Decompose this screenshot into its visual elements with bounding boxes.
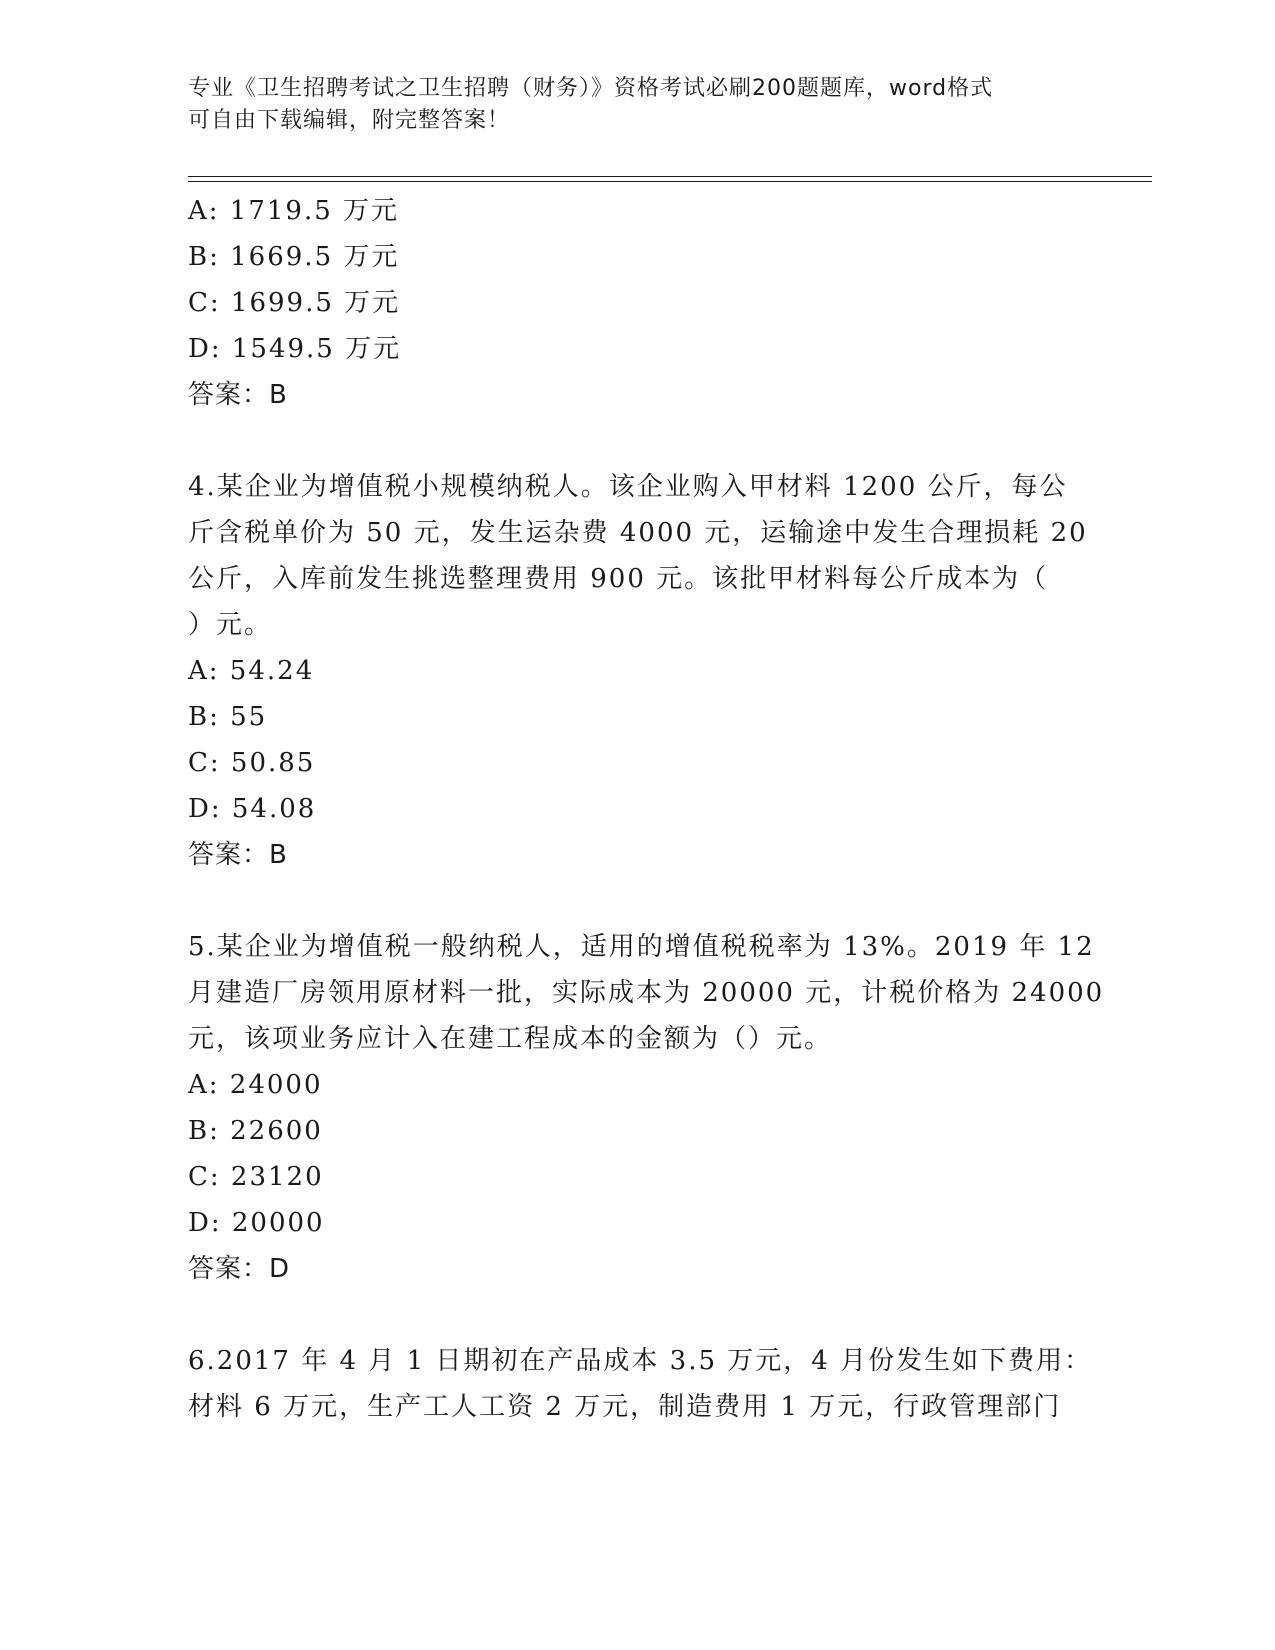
document-header bbox=[188, 73, 1088, 137]
question-3-answer: 答案：B bbox=[188, 380, 288, 410]
stem-line: 月建造厂房领用原材料一批，实际成本为 20000 元，计税价格为 24000 bbox=[188, 978, 1105, 1008]
question-4-answer: 答案：B bbox=[188, 840, 288, 870]
option-b: B: 55 bbox=[188, 702, 268, 732]
option-b: B: 1669.5 万元 bbox=[188, 242, 400, 272]
stem-line: 斤含税单价为 50 元，发生运杂费 4000 元，运输途中发生合理损耗 20 bbox=[188, 518, 1088, 548]
question-3-options bbox=[188, 188, 1108, 372]
option-c: C: 23120 bbox=[188, 1162, 324, 1192]
spacer bbox=[188, 418, 1108, 464]
stem-line: 6.2017 年 4 月 1 日期初在产品成本 3.5 万元，4 月份发生如下费用： bbox=[188, 1346, 1093, 1376]
option-a: A: 1719.5 万元 bbox=[188, 196, 400, 226]
stem-line: 4.某企业为增值税小规模纳税人。该企业购入甲材料 1200 公斤，每公 bbox=[188, 472, 1068, 502]
option-c: C: 50.85 bbox=[188, 748, 316, 778]
spacer bbox=[188, 1292, 1108, 1338]
option-a: A: 54.24 bbox=[188, 656, 315, 686]
spacer bbox=[188, 878, 1108, 924]
question-6-stem bbox=[188, 1338, 1108, 1430]
stem-line: 元，该项业务应计入在建工程成本的金额为（）元。 bbox=[188, 1024, 833, 1054]
stem-line: ）元。 bbox=[188, 610, 273, 640]
question-5-answer: 答案：D bbox=[188, 1254, 291, 1284]
option-d: D: 1549.5 万元 bbox=[188, 334, 402, 364]
question-content bbox=[188, 188, 1108, 1430]
stem-line: 5.某企业为增值税一般纳税人，适用的增值税税率为 13%。2019 年 12 bbox=[188, 932, 1095, 962]
question-5-options bbox=[188, 1062, 1108, 1246]
option-a: A: 24000 bbox=[188, 1070, 323, 1100]
question-4-stem bbox=[188, 464, 1108, 648]
question-5-stem bbox=[188, 924, 1108, 1062]
header-divider-bottom bbox=[188, 181, 1152, 182]
header-title-line-2: 可自由下载编辑，附完整答案！ bbox=[188, 108, 511, 133]
option-c: C: 1699.5 万元 bbox=[188, 288, 401, 318]
stem-line: 材料 6 万元，生产工人工资 2 万元，制造费用 1 万元，行政管理部门 bbox=[188, 1392, 1062, 1422]
header-title-line-1: 专业《卫生招聘考试之卫生招聘（财务）》资格考试必刷200题题库，word格式 bbox=[188, 76, 994, 101]
stem-line: 公斤，入库前发生挑选整理费用 900 元。该批甲材料每公斤成本为（ bbox=[188, 564, 1049, 594]
option-d: D: 20000 bbox=[188, 1208, 325, 1238]
question-4-options bbox=[188, 648, 1108, 832]
header-divider-top bbox=[188, 176, 1152, 177]
option-d: D: 54.08 bbox=[188, 794, 317, 824]
option-b: B: 22600 bbox=[188, 1116, 323, 1146]
